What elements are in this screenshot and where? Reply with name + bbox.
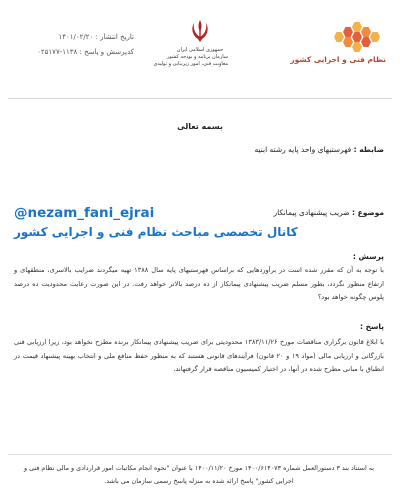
org-name: نظام فنی و اجرایی کشور — [290, 55, 386, 64]
national-emblem-icon — [189, 18, 211, 44]
org-logo — [290, 22, 386, 64]
subject-value: فهرستبهای واحد پایه رشته ابنیه — [254, 145, 352, 154]
channel-watermark — [0, 205, 400, 239]
emblem-line-3: معاونت فنی، امور زیربنایی و تولیدی — [153, 60, 228, 67]
channel-title: کانال تخصصی مباحث نظام فنی و اجرایی کشور — [14, 225, 298, 239]
header-divider — [8, 98, 392, 99]
question-text: با توجه به آن که مقرر شده است در برآوردهایی که براساس فهرستبهای پایه سال ۱۳۸۸ تهیه میگردند ضرایب بالاسری، منطقهای و ارتفاع منظور نگردد، بطور مسلم ضریب پیشنهادی پیمانکار از ده درصد بالاتر خواهد رفت. در این صورت رعایت محدودیت ده درصد پلوس چگونه خواهد بود؟ — [14, 266, 384, 302]
footer-divider — [8, 454, 392, 455]
subject-row — [254, 145, 384, 154]
tracking-code: کدپرسش و پاسخ : ۱۱۳۸-۰۲۵۱۷۷ — [37, 47, 134, 56]
topic-value: ضریب پیشنهادی پیمانکار — [273, 208, 350, 217]
hexagon-logo-icon — [334, 22, 380, 52]
emblem-line-1: جمهوری اسلامی ایران — [176, 47, 224, 53]
answer-text: با ابلاغ قانون برگزاری مناقصات مورخ ۱۳۸۳/۱۱/۲۶ محدودیتی برای ضریب پیشنهادی پیمانکار برنده مطرح نخواهد بود، زیرا ارزیابی فنی بازرگانی و ارزیابی مالی (مواد ۱۹ و ۲۰ قانون) فرآیندهای قانونی هستند که به منظور حفظ منافع ملی و انتخاب بهینه پیشنهاد قیمت در انطباق با مبانی مطرح شده در آنها، در اختیار کمیسیون مناقصه قرار گرفتهاند. — [14, 338, 384, 374]
document-meta — [24, 30, 134, 59]
question-label: پرسش : — [352, 252, 384, 261]
answer-label: پاسخ : — [359, 322, 384, 331]
footer-note: به استناد بند ۳ دستورالعمل شماره ۱۴۰۰/۶۱۴۰۷۳ مورخ ۱۴۰۰/۱۱/۲۰ با عنوان "نحوه انجام مکاتبات امور قراردادی و مالی نظام فنی و اجرایی کشور" پاسخ ارائه شده به منزله پاسخ رسمی سازمان می باشد. — [23, 464, 375, 485]
emblem-line-2: سازمان برنامه و بودجه کشور — [166, 53, 228, 60]
topic-label: موضوع : — [351, 208, 384, 217]
bismillah: بسمه تعالی — [177, 122, 223, 131]
subject-label: ضابطه : — [353, 145, 384, 154]
emblem — [153, 18, 228, 67]
channel-handle: @nezam_fani_ejrai — [14, 205, 155, 221]
publish-date: تاریخ انتشار : ۱۴۰۱/۰۲/۲۰ — [58, 33, 134, 41]
